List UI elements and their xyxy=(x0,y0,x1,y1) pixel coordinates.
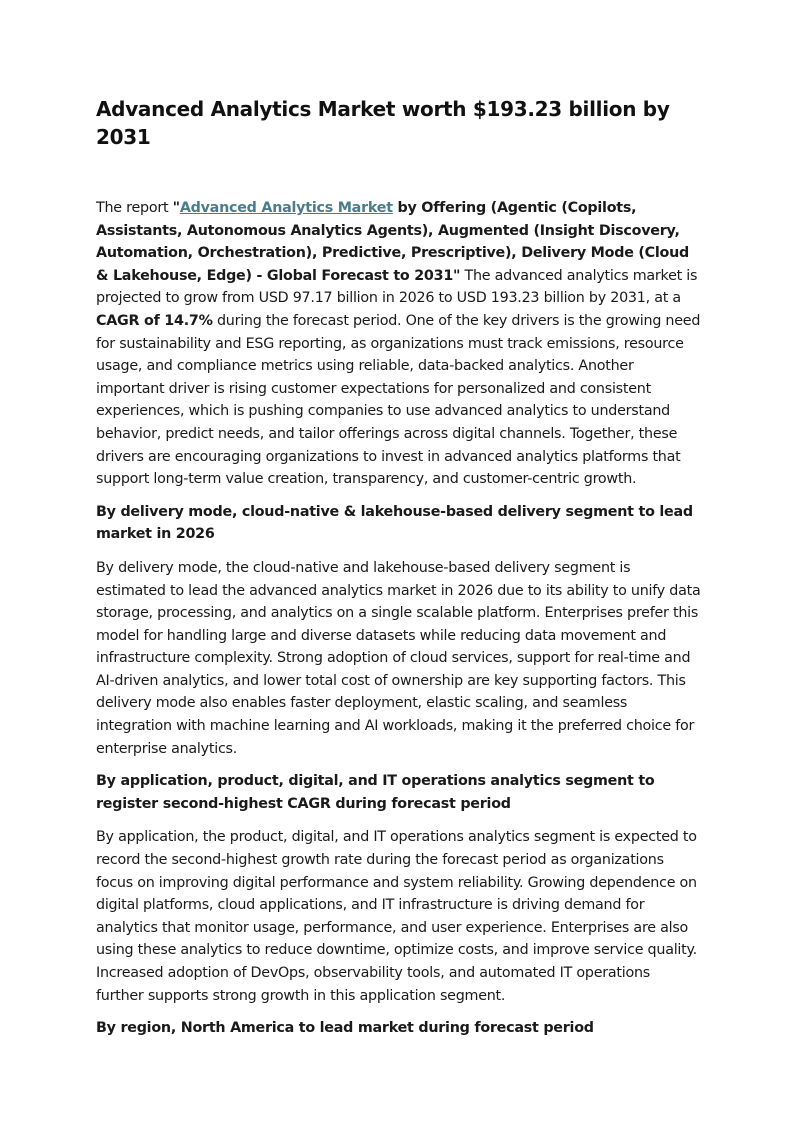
intro-text-1: The advanced analytics market is projected to grow from USD 97.17 billion in 2026 to USD 193.23 billion by 2031, at a xyxy=(96,267,698,307)
section-heading-application: By application, product, digital, and IT operations analytics segment to register second-highest CAGR during forecast period xyxy=(96,773,655,812)
document-page xyxy=(96,95,701,1040)
section-heading-delivery-mode: By delivery mode, cloud-native & lakehouse-based delivery segment to lead market in 2026 xyxy=(96,503,693,543)
intro-lead: The report xyxy=(96,200,173,216)
intro-text-2: during the forecast period. One of the key drivers is the growing need for sustainability and ESG reporting, as organizations must track emissions, resource usage, and compliance metrics using reliable, data-backed analytics. Another important driver is rising customer expectations for personalized and consistent experiences, which is pushing companies to use advanced analytics to understand behavior, predict needs, and tailor offerings across digital channels. Together, these drivers are encouraging organizations to invest in advanced analytics platforms that support long-term value creation, transparency, and customer-centric growth. xyxy=(96,312,701,488)
section-heading-region: By region, North America to lead market during forecast period xyxy=(96,1020,594,1037)
intro-paragraph xyxy=(96,197,701,491)
section-body-application: By application, the product, digital, and IT operations analytics segment is expected to record the second-highest growth rate during the forecast period as organizations focus on improving digital performance and system reliability. Growing dependence on digital platforms, cloud applications, and IT infrastructure is driving demand for analytics that monitor usage, performance, and user experience. Enterprises are also using these analytics to reduce downtime, optimize costs, and improve service quality. Increased adoption of DevOps, observability tools, and automated IT operations further supports strong growth in this application segment. xyxy=(96,829,697,1004)
report-link[interactable]: Advanced Analytics Market xyxy=(179,200,393,216)
report-title-rest: by Offering (Agentic (Copilots, Assistants, Autonomous Analytics Agents), Augmented (Insight Discovery, Automation, Orchestration), Predictive, Prescriptive), Delivery Mode (Cloud & Lakehouse, Edge) - Global Forecast to 2031" xyxy=(96,200,690,284)
page-title: Advanced Analytics Market worth $193.23 billion by 2031 xyxy=(96,97,670,149)
intro-open-quote: " xyxy=(172,200,180,216)
cagr-highlight: CAGR of 14.7% xyxy=(96,312,213,329)
section-body-delivery-mode: By delivery mode, the cloud-native and lakehouse-based delivery segment is estimated to lead the advanced analytics market in 2026 due to its ability to unify data storage, processing, and analytics on a single scalable platform. Enterprises prefer this model for handling large and diverse datasets while reducing data movement and infrastructure complexity. Strong adoption of cloud services, support for real-time and AI-driven analytics, and lower total cost of ownership are key supporting factors. This delivery mode also enables faster deployment, elastic scaling, and seamless integration with machine learning and AI workloads, making it the preferred choice for enterprise analytics. xyxy=(96,559,701,757)
